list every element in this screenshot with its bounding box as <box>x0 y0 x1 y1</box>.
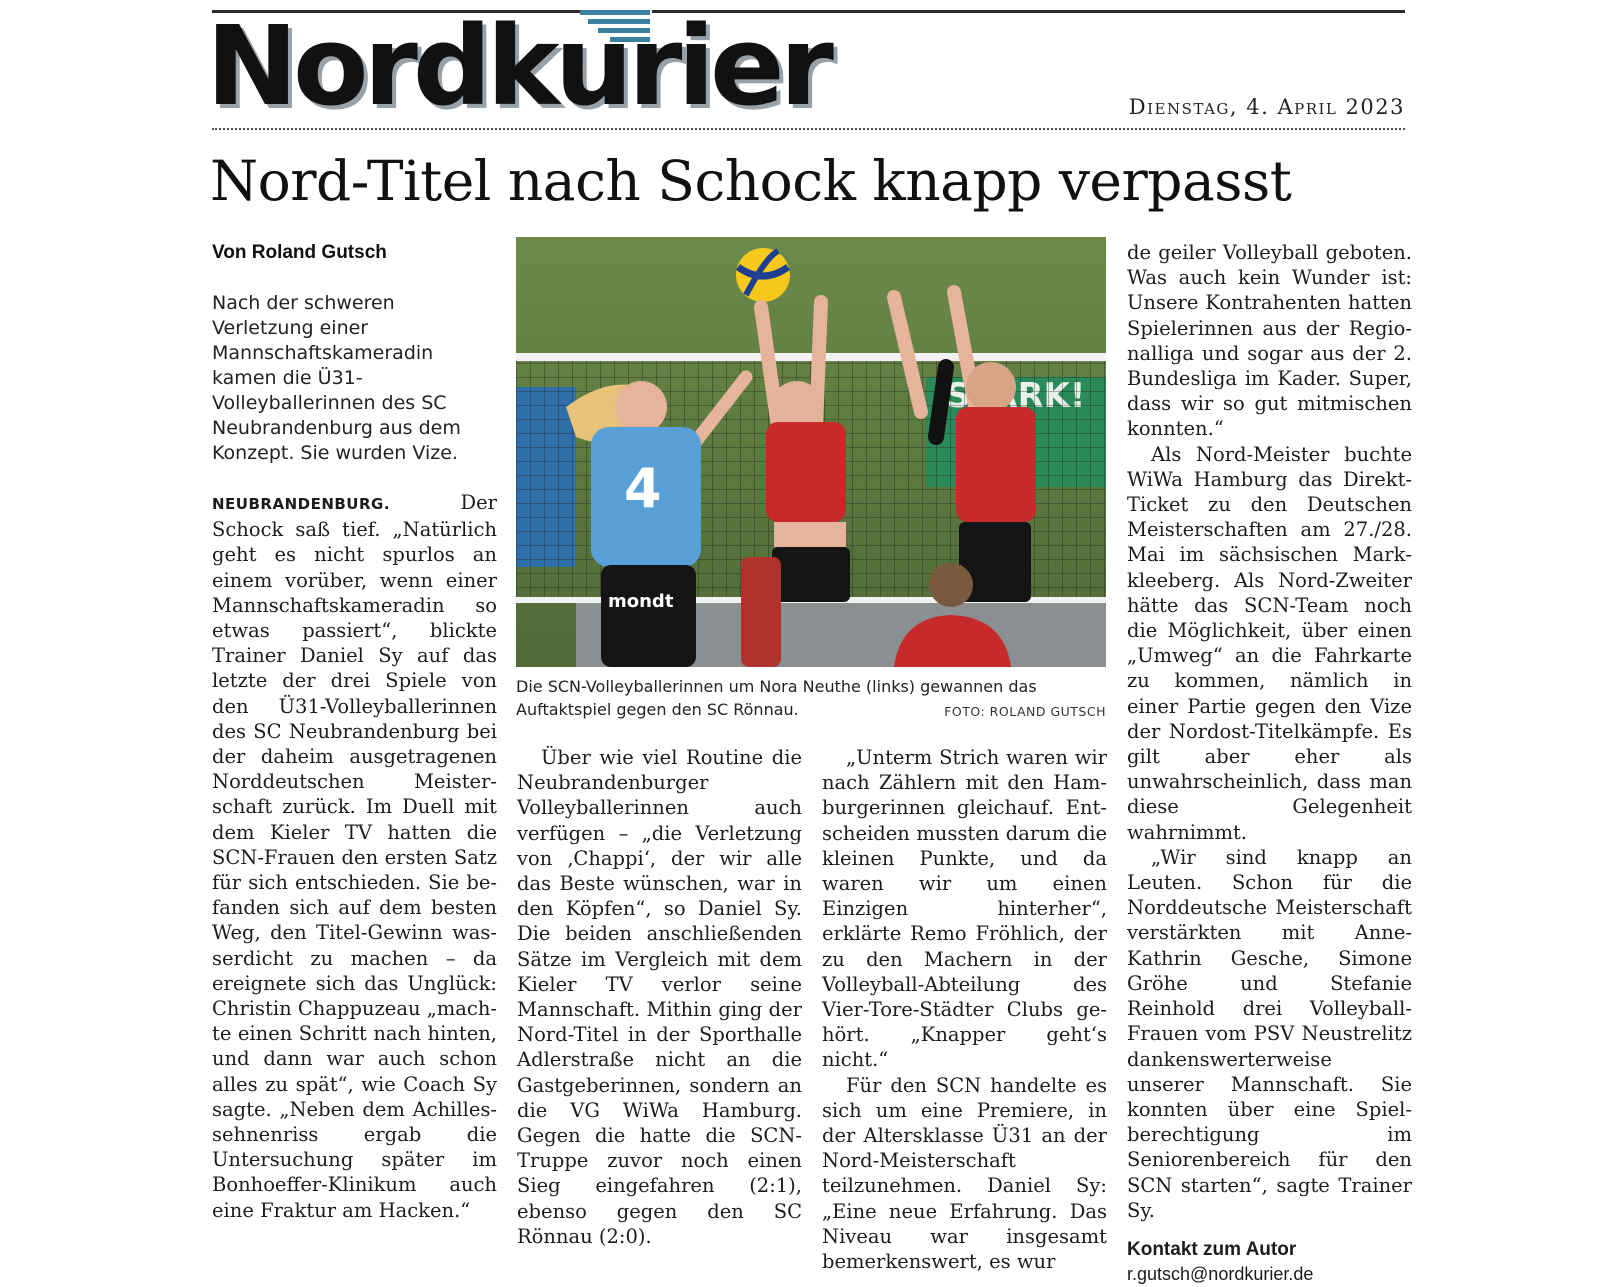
article-paragraph: de geiler Volleyball geboten. Was auch kein Wunder ist: Unsere Kontrahenten hatten Spielerinnen aus der Regionalliga und sogar aus der 2. Bundesliga im Kader. Super, dass wir so gut mitmischen konnten.“ <box>1127 241 1412 441</box>
volleyball-match-image <box>516 237 1106 667</box>
article-byline: Von Roland Gutsch <box>212 242 387 263</box>
article-column-3 <box>822 745 1107 1274</box>
photo-caption: Die SCN-Volleyballerinnen um Nora Neuthe (links) gewannen das Auftaktspiel gegen den SC Rönnau. <box>516 677 1037 719</box>
article-photo <box>516 237 1106 667</box>
article-headline: Nord-Titel nach Schock knapp verpasst <box>210 149 1292 213</box>
issue-date: Dienstag, 4. April 2023 <box>1128 95 1405 119</box>
article-column-2 <box>517 745 802 1249</box>
article-paragraph: Für den SCN handelte es sich um eine Premiere, in der Altersklasse Ü31 an der Nord-Meisterschaft teilzunehmen. Daniel Sy: „Eine neue Erfahrung. Das Niveau war insgesamt bemerkenswert, es wur <box>822 1073 1107 1274</box>
article-paragraph: „Unterm Strich waren wir nach Zählern mit den Hamburgerinnen gleichauf. Entscheiden mussten darum die kleinen Punkte, und da waren wir um einen Einzigen hinterher“, erklärte Remo Fröhlich, der zu den Machern in der Volleyball-Abteilung des Vier-Tore-Städter Clubs gehört. „Knapper geht‘s nicht.“ <box>822 746 1107 1072</box>
contact-label: Kontakt zum Autor <box>1127 1238 1297 1260</box>
article-column-1 <box>212 490 497 1223</box>
masthead-divider <box>212 128 1405 130</box>
sponsor-text: mondt <box>608 591 674 612</box>
article-paragraph: Über wie viel Routine die Neubrandenburger Volleyballerinnen auch verfügen – „die Verletzung von ‚Chappi‘, der wir alle das Beste wünschen, war in den Köpfen“, so Daniel Sy. Die beiden anschließenden Sätze im Vergleich mit dem Kieler TV verlor seine Mannschaft. Mithin ging der Nord-Titel in der Sporthalle Adlerstraße nicht an die Gastgeberinnen, sondern an die VG WiWa Hamburg. Gegen die hatte die SCN-Truppe zuvor noch einen Sieg eingefahren (2:1), ebenso gegen den SC Rönnau (2:0). <box>517 746 802 1248</box>
article-teaser: Nach der schweren Verletzung einer Mannschaftskameradin kamen die Ü31-Volleyballerinnen des SC Neubrandenburg aus dem Konzept. Sie wurden Vize. <box>212 292 461 464</box>
article-column-4 <box>1127 240 1412 1287</box>
article-paragraph: „Wir sind knapp an Leuten. Schon für die Norddeutsche Meisterschaft verstärkten mit Anne-Kathrin Gesche, Simone Gröhe und Stefanie Reinhold drei Volleyball-Frauen vom PSV Neustrelitz dankenswerterweise unserer Mannschaft. Sie konnten über eine Spielberechtigung im Seniorenbereich für den SCN starten“, sagte Trainer Sy. <box>1127 845 1412 1222</box>
masthead-logo: Nordkurier <box>206 2 829 130</box>
jersey-number: 4 <box>624 457 662 520</box>
paragraph-text: Der Schock saß tief. „Natürlich geht es nicht spurlos an einem vorüber, wenn einer Mannschaftskameradin so etwas passiert“, blickte Trainer Daniel Sy auf das letzte der drei Spiele von den Ü31-Volleyballerinnen des SC Neubrandenburg bei der daheim ausgetragenen Norddeutschen Meisterschaft zurück. Im Duell mit dem Kieler TV hatten die SCN-Frauen den ersten Satz für sich entschieden. Sie befanden sich auf dem besten Weg, den Titel-Gewinn wasserdicht zu machen – da ereignete sich das Unglück: Christin Chappuzeau „machte einen Schritt nach hinten, und dann war auch schon alles zu spät“, wie Coach Sy sagte. „Neben dem Achillessehnenriss ergab die Untersuchung später im Bonhoeffer-Klinikum auch eine Fraktur am Hacken.“ <box>212 491 497 1222</box>
article-dateline: NEUBRANDENBURG. <box>212 495 391 513</box>
article-paragraph: Als Nord-Meister buchte WiWa Hamburg das Direkt-Ticket zu den Deutschen Meisterschaften am 27./28. Mai im sächsischen Markkleeberg. Als Nord-Zweiter hätte das SCN-Team noch die Möglichkeit, über einen „Umweg“ an die Fahrkarte zu kommen, nämlich in einer Partie gegen den Vize der Nordost-Titelkämpfe. Es gilt aber eher als unwahrscheinlich, dass man diese Gelegenheit wahrnimmt. <box>1127 442 1412 844</box>
article-paragraph <box>212 490 497 1223</box>
photo-credit: FOTO: ROLAND GUTSCH <box>944 704 1106 719</box>
author-email-link[interactable]: r.gutsch@nordkurier.de <box>1127 1264 1314 1285</box>
